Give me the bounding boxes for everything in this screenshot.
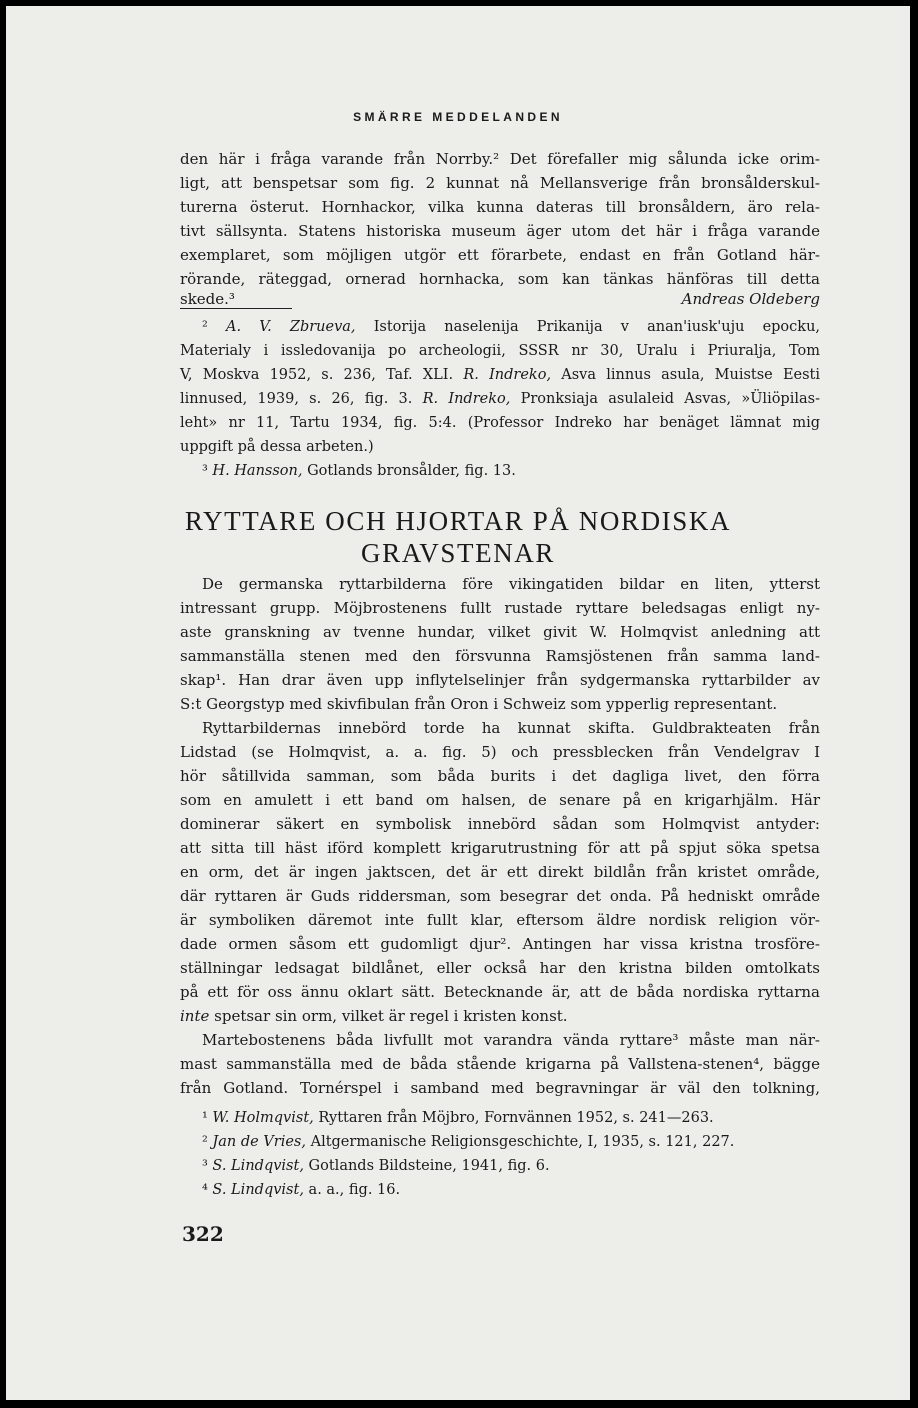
note-number: ⁴ [202, 1182, 213, 1198]
text-line: aste granskning av tvenne hundar, vilket givit W. Holmqvist anledning att [180, 623, 820, 641]
author-signature: Andreas Oldeberg [681, 290, 820, 308]
note-number: ² [202, 319, 226, 335]
text-line: S:t Georgstyp med skivfibulan från Oron i Schweiz som ypperlig representant. [180, 695, 778, 713]
document-page [6, 6, 910, 1400]
text-line: dominerar säkert en symbolisk innebörd sådan som Holmqvist antyder: [180, 815, 820, 833]
text-line [180, 1028, 820, 1052]
text-line [180, 716, 820, 740]
text-fragment: De germanska ryttarbilderna före vikingatiden bildar en liten, ytterst [202, 575, 820, 593]
text-line: exemplaret, som möjligen utgör ett förarbete, endast en från Gotland här- [180, 246, 820, 264]
text-line: sammanställa stenen med den försvunna Ramsjöstenen från samma land- [180, 647, 820, 665]
text-line: där ryttaren är Guds riddersman, som besegrar det onda. På hedniskt område [180, 887, 820, 905]
text-line: intressant grupp. Möjbrostenens fullt rustade ryttare beledsagas enligt ny- [180, 599, 820, 617]
author-name: Jan de Vries, [212, 1134, 306, 1150]
article-title: GRAVSTENAR [360, 538, 556, 568]
text-fragment: Gotlands Bildsteine, 1941, fig. 6. [303, 1158, 550, 1174]
text-fragment: Ryttarbildernas innebörd torde ha kunnat skifta. Guldbrakteaten från [202, 719, 820, 737]
footnote-line [180, 1130, 820, 1154]
text-fragment: Asva linnus asula, Muistse Eesti [551, 367, 821, 383]
footnote-line: leht» nr 11, Tartu 1934, fig. 5:4. (Professor Indreko har benäget lämnat mig [180, 415, 820, 431]
text-line: tivt sällsynta. Statens historiska museum äger utom det här i fråga varande [180, 222, 820, 240]
author-name: A. V. Zbrueva, [225, 319, 356, 335]
text-fragment: Istorija naselenija Prikanija v anan'iusk'uju epocku, [355, 319, 821, 335]
text-fragment: Pronksiaja asulaleid Asvas, »Üliöpilas- [510, 391, 820, 407]
text-line: dade ormen såsom ett gudomligt djur². Antingen har vissa kristna trosföre- [180, 935, 820, 953]
text-fragment: spetsar sin orm, vilket är regel i kristen konst. [214, 1007, 568, 1025]
footnote-line [180, 1154, 820, 1178]
article-title: RYTTARE OCH HJORTAR PÅ NORDISKA [184, 506, 732, 536]
footnote-rule [180, 308, 292, 309]
text-line: rörande, räteggad, ornerad hornhacka, som kan tänkas hänföras till detta [180, 270, 820, 288]
running-header: SMÄRRE MEDDELANDEN [353, 110, 563, 124]
author-name: H. Hansson, [212, 463, 303, 479]
text-line: skap¹. Han drar även upp inflytelselinjer från sydgermanska ryttarbilder av [180, 671, 820, 689]
author-name: S. Lindqvist, [212, 1158, 304, 1174]
page-number: 322 [182, 1222, 224, 1246]
text-fragment: Ryttaren från Möjbro, Fornvännen 1952, s. 241—263. [313, 1110, 714, 1126]
footnote-line [180, 1106, 820, 1130]
italic-word: inte [180, 1007, 210, 1025]
author-name: R. Indreko, [422, 391, 511, 407]
text-line [180, 1004, 820, 1028]
text-line: som en amulett i ett band om halsen, de senare på en krigarhjälm. Här [180, 791, 820, 809]
text-fragment: Gotlands bronsålder, fig. 13. [302, 463, 516, 479]
text-line: ställningar ledsagat bildlånet, eller också har den kristna bilden omtolkats [180, 959, 820, 977]
text-line [180, 572, 820, 596]
text-line: Lidstad (se Holmqvist, a. a. fig. 5) och pressblecken från Vendelgrav I [180, 743, 820, 761]
text-line: hör såtillvida samman, som båda burits i det dagliga livet, den förra [180, 767, 820, 785]
text-line: den här i fråga varande från Norrby.² Det förefaller mig sålunda icke orim- [180, 150, 820, 168]
author-name: R. Indreko, [463, 367, 552, 383]
text-fragment: Altgermanische Religionsgeschichte, I, 1935, s. 121, 227. [305, 1134, 735, 1150]
text-line: turerna österut. Hornhackor, vilka kunna dateras till bronsåldern, äro rela- [180, 198, 820, 216]
note-number: ² [202, 1134, 213, 1150]
text-fragment: a. a., fig. 16. [303, 1182, 401, 1198]
text-line: på ett för oss ännu oklart sätt. Betecknande är, att de båda nordiska ryttarna [180, 983, 820, 1001]
text-line: mast sammanställa med de båda stående krigarna på Vallstena-stenen⁴, bägge [180, 1055, 820, 1073]
text-fragment: Martebostenens båda livfullt mot varandra vända ryttare³ måste man när- [202, 1031, 820, 1049]
text-line: en orm, det är ingen jaktscen, det är ett direkt bildlån från kristet område, [180, 863, 820, 881]
footnote-line [180, 1178, 820, 1202]
footnote-line: uppgift på dessa arbeten.) [180, 439, 374, 455]
footnote-line: Materialy i issledovanija po archeologii, SSSR nr 30, Uralu i Priuralja, Tom [180, 343, 820, 359]
footnote-line [180, 315, 820, 339]
text-line: ligt, att benspetsar som fig. 2 kunnat nå Mellansverige från bronsålderskul- [180, 174, 820, 192]
author-name: S. Lindqvist, [212, 1182, 304, 1198]
note-number: ³ [202, 1158, 213, 1174]
text-line: att sitta till häst iförd komplett krigarutrustning för att på spjut söka spetsa [180, 839, 820, 857]
text-line: är symboliken däremot inte fullt klar, eftersom äldre nordisk religion vör- [180, 911, 820, 929]
text-fragment: skede.³ [180, 290, 235, 308]
text-fragment: V, Moskva 1952, s. 236, Taf. XLI. [180, 367, 464, 383]
note-number: ¹ [202, 1110, 213, 1126]
text-line: från Gotland. Tornérspel i samband med begravningar är väl den tolkning, [180, 1079, 820, 1097]
footnote-line [180, 387, 820, 411]
note-number: ³ [202, 463, 213, 479]
text-fragment: linnused, 1939, s. 26, fig. 3. [180, 391, 423, 407]
footnote-line [180, 363, 820, 387]
author-name: W. Holmqvist, [212, 1110, 314, 1126]
footnote-line [180, 459, 820, 483]
